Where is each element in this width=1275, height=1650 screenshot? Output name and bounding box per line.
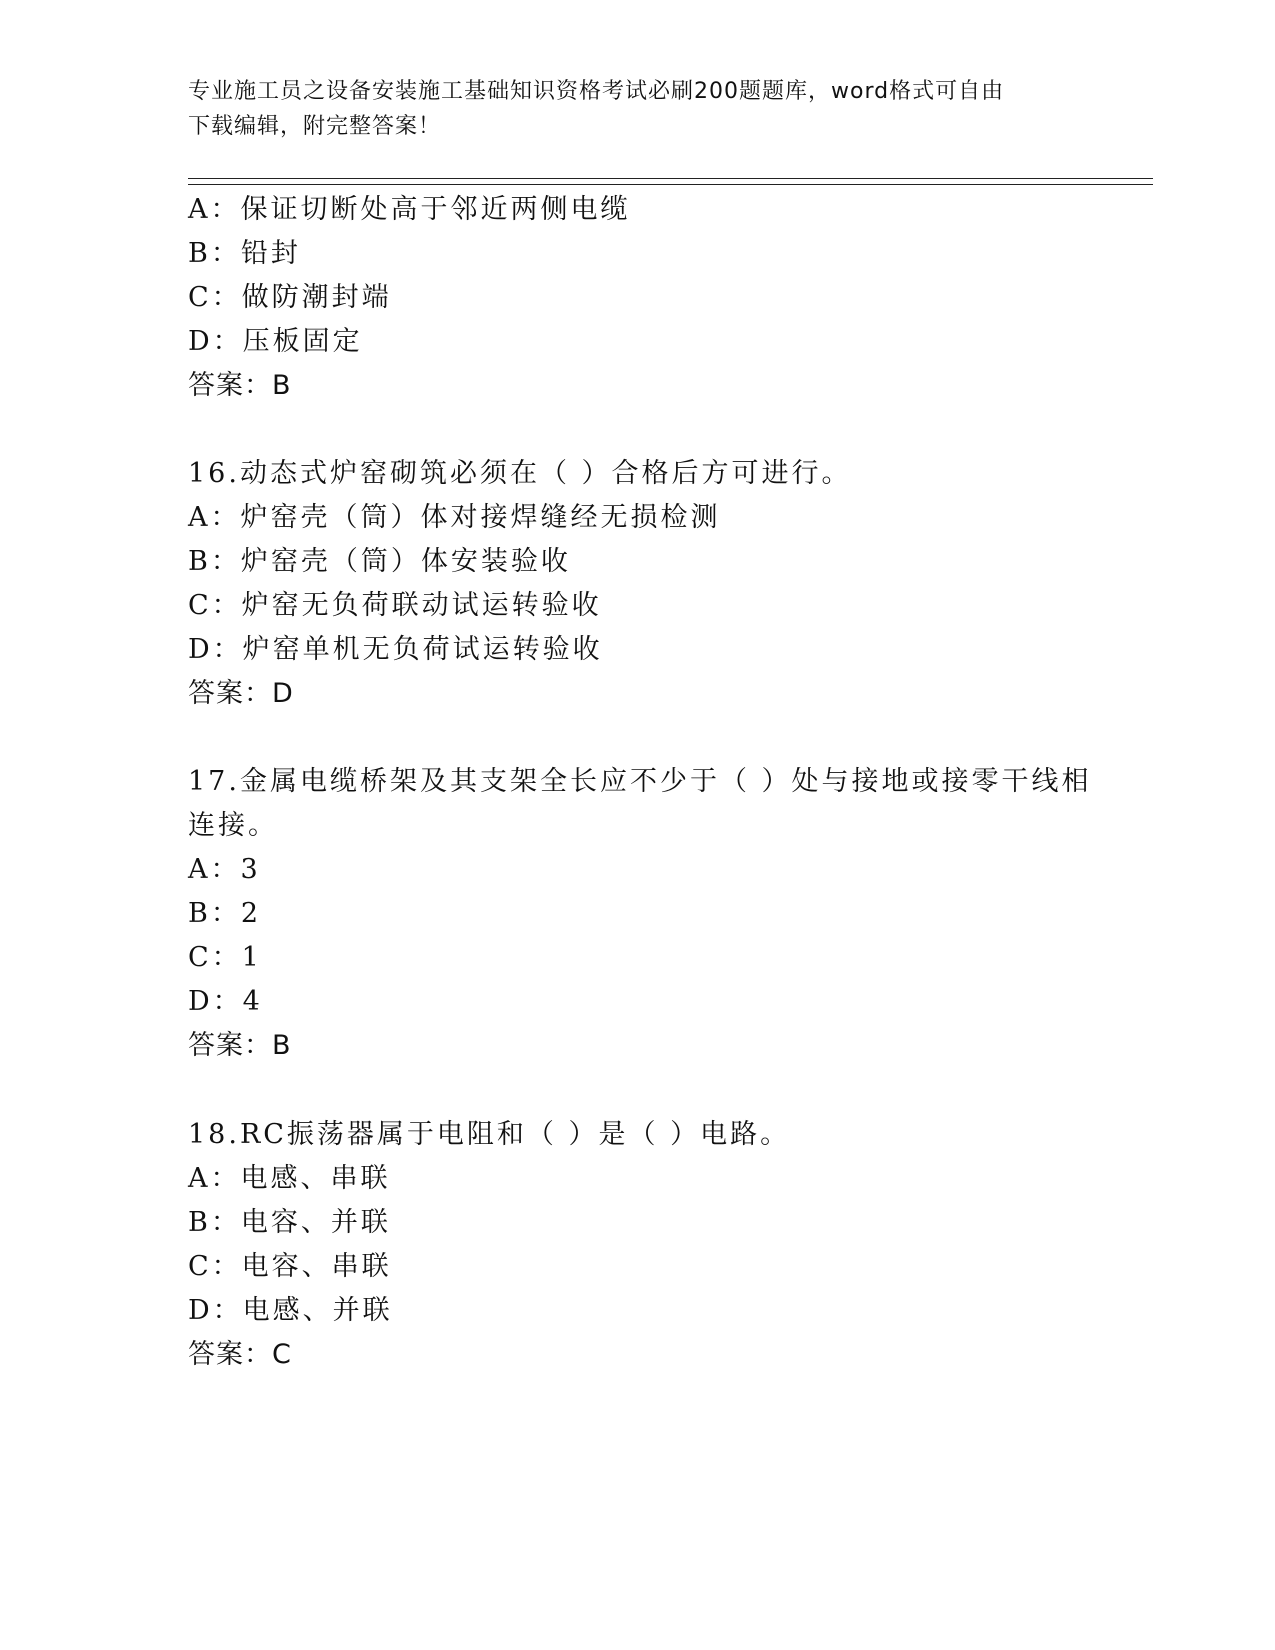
header-divider-top — [188, 178, 1153, 179]
q18-question: 18.RC振荡器属于电阻和（ ）是（ ）电路。 — [188, 1119, 791, 1150]
q17-option-c: C：1 — [188, 942, 262, 973]
q18-option-c: C：电容、串联 — [188, 1251, 392, 1282]
q18-option-b: B：电容、并联 — [188, 1207, 391, 1238]
q15-option-c: C：做防潮封端 — [188, 282, 392, 313]
q18-option-d: D：电感、并联 — [188, 1295, 393, 1326]
q17-question-line-2: 连接。 — [188, 810, 278, 841]
header-divider-bottom — [188, 184, 1153, 185]
q16-option-c: C：炉窑无负荷联动试运转验收 — [188, 590, 602, 621]
q15-answer: 答案：B — [188, 370, 292, 401]
document-header — [188, 74, 1068, 144]
q17-option-a: A：3 — [188, 854, 261, 885]
q18-answer: 答案：C — [188, 1339, 292, 1370]
q16-option-b: B：炉窑壳（筒）体安装验收 — [188, 546, 571, 577]
q18-option-a: A：电感、串联 — [188, 1163, 391, 1194]
q15-option-d: D：压板固定 — [188, 326, 363, 357]
q15-option-a: A：保证切断处高于邻近两侧电缆 — [188, 194, 631, 225]
q17-option-d: D：4 — [188, 986, 263, 1017]
q16-answer: 答案：D — [188, 678, 294, 709]
header-line-2: 下载编辑，附完整答案！ — [188, 114, 442, 139]
q17-option-b: B：2 — [188, 898, 262, 929]
header-line-1: 专业施工员之设备安装施工基础知识资格考试必刷200题题库，word格式可自由 — [188, 79, 1005, 104]
q16-question: 16.动态式炉窑砌筑必须在（ ）合格后方可进行。 — [188, 458, 852, 489]
q16-option-a: A：炉窑壳（筒）体对接焊缝经无损检测 — [188, 502, 721, 533]
q15-option-b: B：铅封 — [188, 238, 301, 269]
q16-option-d: D：炉窑单机无负荷试运转验收 — [188, 634, 603, 665]
q17-question-line-1: 17.金属电缆桥架及其支架全长应不少于（ ）处与接地或接零干线相 — [188, 766, 1092, 797]
q17-answer: 答案：B — [188, 1030, 292, 1061]
